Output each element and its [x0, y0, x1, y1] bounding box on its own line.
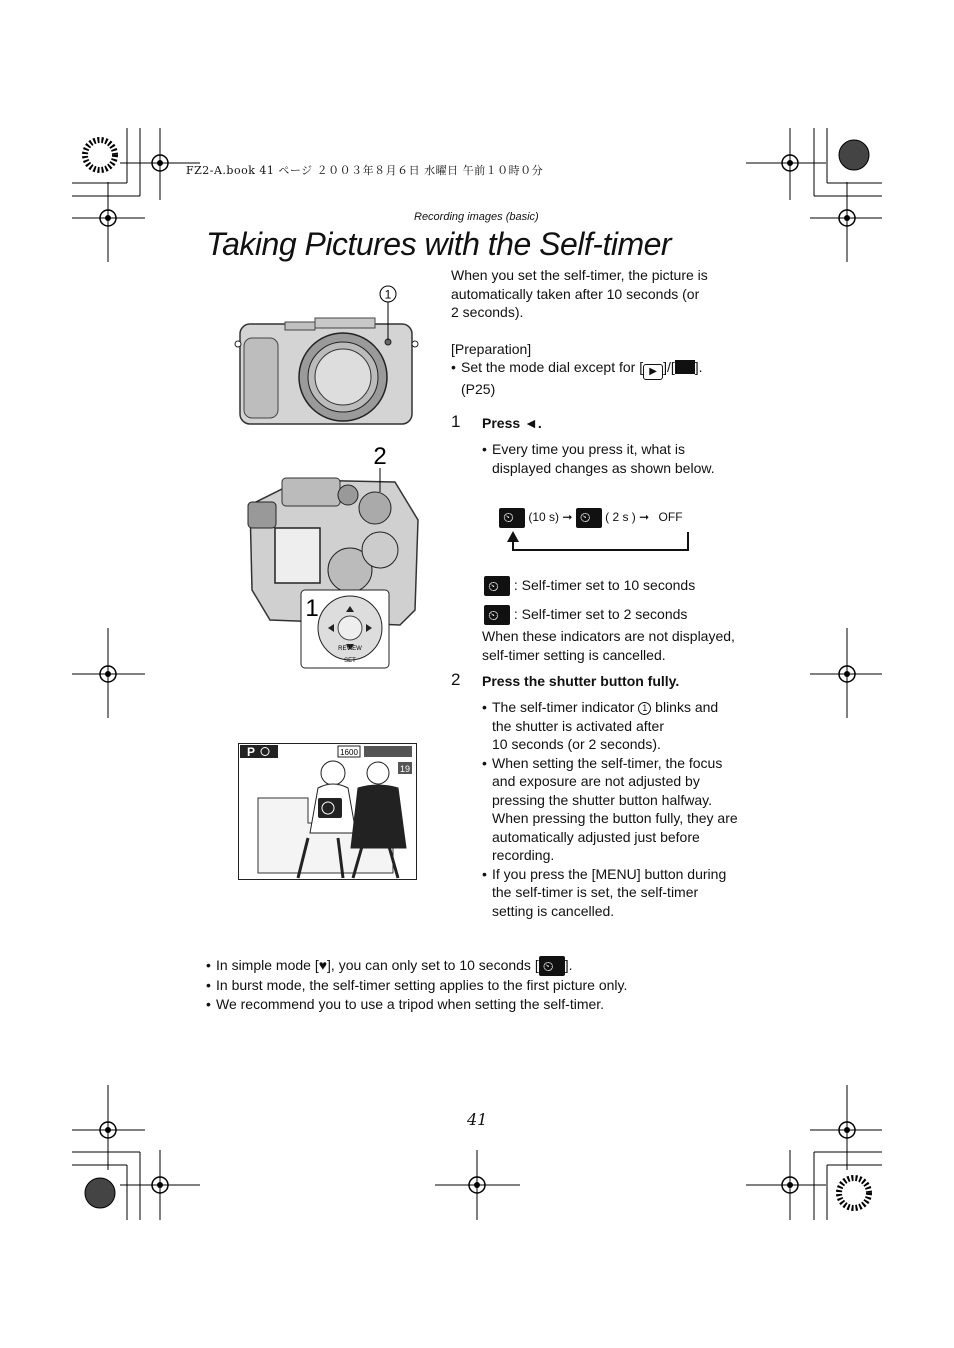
preparation-ref: (P25) [461, 381, 496, 397]
self-timer-2s-icon: ⏲ [576, 508, 602, 528]
step-1-title: Press ◄. [482, 415, 542, 431]
camera-back-illustration [240, 440, 425, 672]
file-info-header: FZ2-A.book 41 ページ ２００３年８月６日 水曜日 午前１０時０分 [186, 164, 544, 177]
intro-line: automatically taken after 10 seconds (or [451, 285, 700, 302]
preparation-label: [Preparation] [451, 340, 532, 357]
callout-2-label: 2 [373, 443, 387, 470]
cycle-return-arrow [505, 528, 695, 554]
running-head: Recording images (basic) [414, 211, 539, 223]
self-timer-10s-icon: ⏲ [539, 956, 565, 976]
self-timer-10s-icon: ⏲ [499, 508, 525, 528]
set-label: SET [344, 658, 356, 664]
lcd-count: 19 [399, 764, 411, 774]
note-tripod: • We recommend you to use a tripod when setting the self-timer. [206, 995, 766, 1014]
step-1-note: When these indicators are not displayed, self-timer setting is cancelled. [482, 628, 735, 663]
play-mode-icon: ▶ [643, 364, 663, 380]
lcd-mode: P [247, 745, 256, 759]
self-timer-cycle: ⏲ (10 s) ➞ ⏲ ( 2 s ) ➞ OFF [499, 508, 683, 528]
intro-line: 2 seconds). [451, 304, 524, 320]
motion-picture-icon [675, 360, 695, 374]
note-simple-mode: • In simple mode [♥], you can only set to 10 seconds [ ⏲ ]. [206, 956, 766, 976]
lcd-screen-illustration [238, 743, 417, 881]
camera-front-illustration [230, 282, 420, 430]
arrow-right-icon: ➞ [562, 510, 573, 525]
step-1-number: 1 [451, 412, 461, 431]
review-label: REVIEW [338, 646, 362, 652]
intro-text [451, 266, 751, 399]
step-1-bullet: • Every time you press it, what is displayed changes as shown below. [482, 440, 752, 477]
note-burst-mode: • In burst mode, the self-timer setting applies to the first picture only. [206, 976, 766, 995]
intro-line: When you set the self-timer, the picture is [451, 267, 708, 283]
arrow-right-icon: ➞ [639, 510, 650, 525]
page-title: Taking Pictures with the Self-timer [206, 226, 672, 262]
bottom-notes [206, 956, 766, 1013]
step-2-bullets: • The self-timer indicator 1 blinks and the shutter is activated after 10 seconds (or 2 seconds). • When setting the self-timer, the focus and exposure are not adjusted by pressing the shutter button halfway. When pressing the button fully, they are automatically adjusted just before recording. • If you press the [MENU] button during the self-timer is set, the self-timer setting is cancelled. [482, 698, 762, 920]
page-number: 41 [467, 1110, 488, 1129]
preparation-bullet: • Set the mode dial except for [ ▶ ]/[ ]. [451, 358, 751, 380]
self-timer-10s-icon: ⏲ [484, 576, 510, 596]
lcd-iso: 1600 [340, 748, 358, 757]
heart-icon: ♥ [318, 957, 328, 973]
legend-10s: ⏲ : Self-timer set to 10 seconds [484, 576, 695, 596]
callout-big-1-label: 1 [305, 595, 319, 622]
legend-2s: ⏲ : Self-timer set to 2 seconds [484, 605, 687, 625]
indicator-1-callout: 1 [638, 702, 651, 715]
step-2-number: 2 [451, 670, 461, 689]
step-2-title: Press the shutter button fully. [482, 673, 680, 689]
self-timer-2s-icon: ⏲ [484, 605, 510, 625]
callout-1-label: 1 [384, 287, 392, 302]
